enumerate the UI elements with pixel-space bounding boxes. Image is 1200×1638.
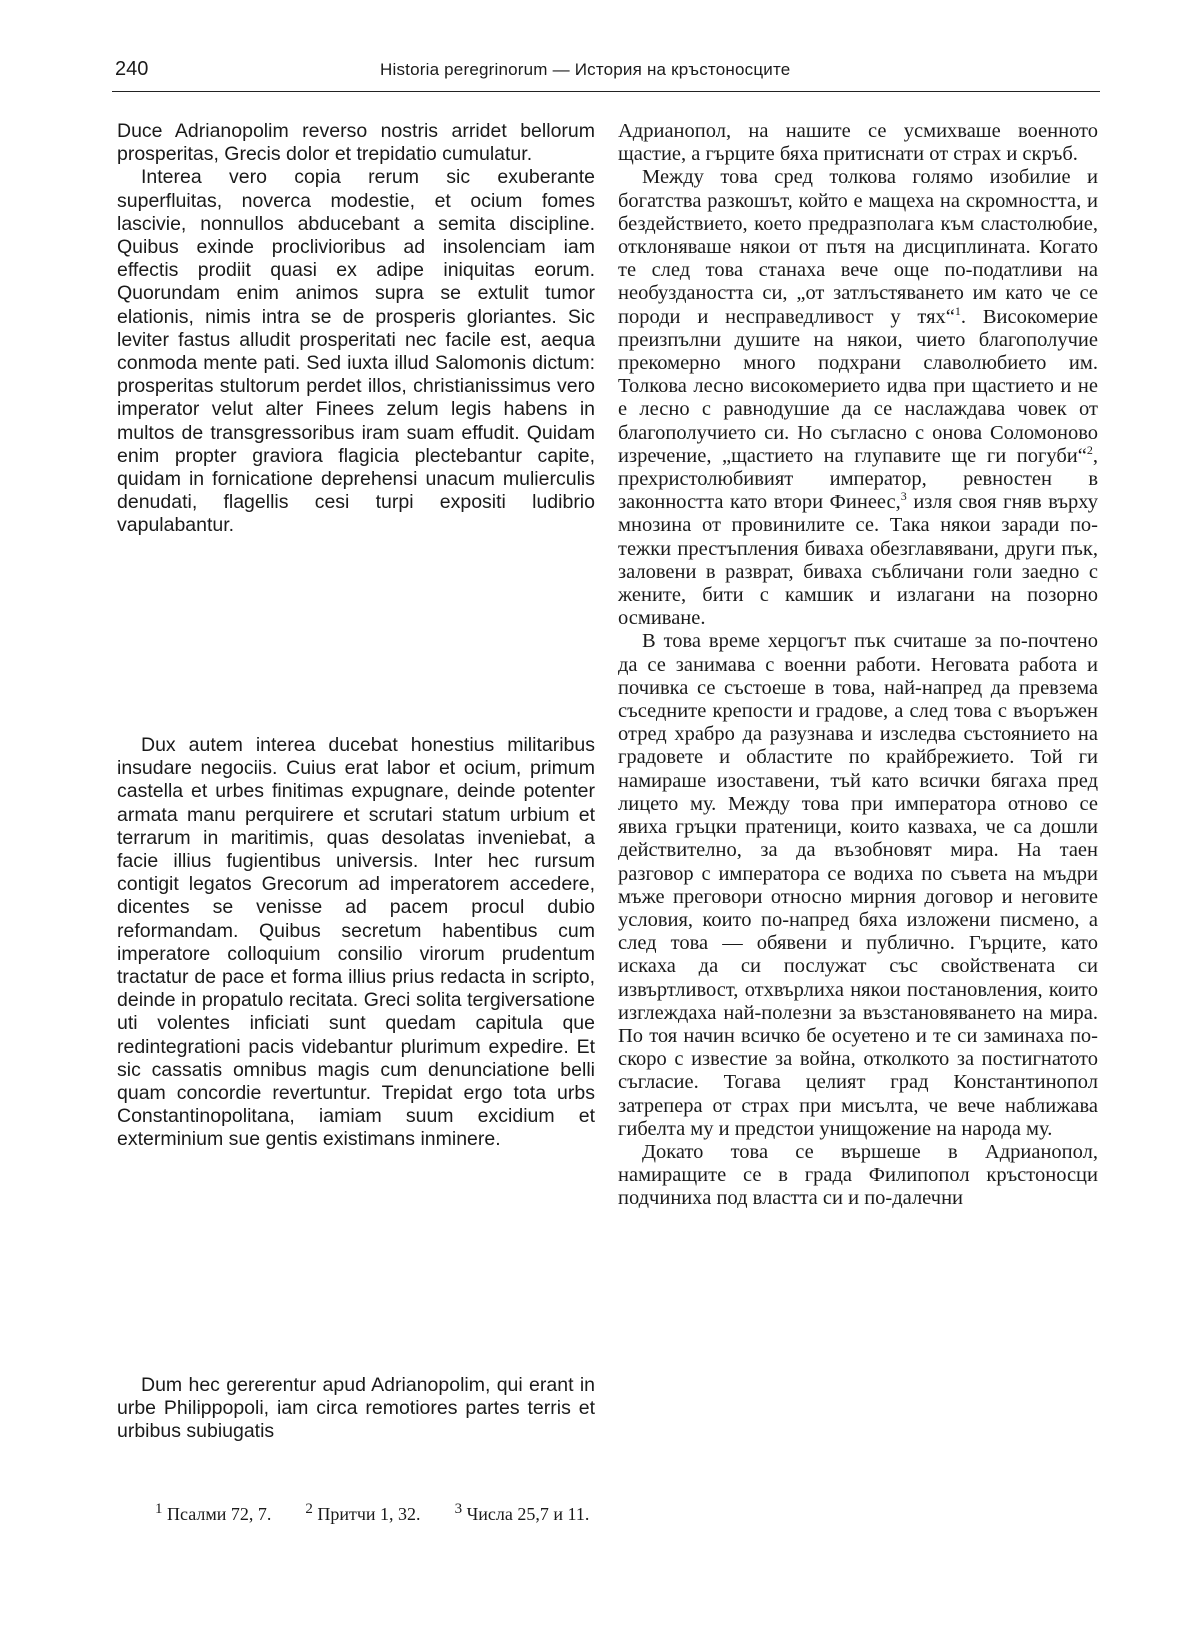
bulgarian-text: . Високомерие преизпълни душите на някои, чието благополучие прекомерно много подхрани славолюбието им. Толкова лесно високомерието идва при щастието и не е лесно с равнодушие да се наслаждава човек от благополучието си. Но съгласно с онова Соломоново изречение, „щастието на глупавите ще ги погуби“ xyxy=(618,305,1098,467)
bulgarian-paragraph: Докато това се вършеше в Адрианопол, намиращите се в града Филипопол кръстоносци подчиниха под властта си и по-далечни xyxy=(618,1140,1098,1210)
running-title: Historia peregrinorum — История на кръстоносците xyxy=(380,60,791,79)
bulgarian-text: Между това сред толкова голямо изобилие и богатства разкошът, който е мащеха на скромността, и бездействието, което предразполага към сластолюбие, отклоняваше някои от пътя на дисциплината. Когато те след това станаха вече още по-податливи на необуздаността си, „от затлъстяването им като че се породи и несправедливост у тях“ xyxy=(618,166,1098,328)
latin-paragraph: Dux autem interea ducebat honestius militaribus insudare negociis. Cuius erat labor et ocium, primum castella et urbes finitimas expugnare, deinde potenter armata manu perquirere et scrutari statum urbium et terrarum in maritimis, quas desolatas inveniebat, a facie illius fugientibus universis. Inter hec rursum contigit legatos Grecorum ad imperatorem accedere, dicentes se venisse ad pacem procul dubio reformandam. Quibus secretum habentibus cum imperatore colloquium consilio virorum prudentum tractatur de pace et forma illius prius redacta in scripto, deinde in propatulo recitata. Greci solita tergiversatione uti volentes inficiati sunt quedam capitula que redintegrationi pacis videbantur plurimum expedire. Et sic cassatis omnibus magis cum denunciatione belli quam concordie revertuntur. Trepidat ergo tota urbs Constantinopolitana, iamiam suum excidium et exterminium sue gentis existimans inminere. xyxy=(117,734,595,1151)
footnote-text: Числа 25,7 и 11. xyxy=(466,1504,590,1524)
footnote-ref-2: 2 xyxy=(1086,443,1093,458)
footnote-mark: 2 xyxy=(305,1501,313,1517)
footnote-text: Псалми 72, 7. xyxy=(167,1504,272,1524)
bulgarian-column xyxy=(618,120,1098,1211)
header-rule xyxy=(112,91,1100,92)
latin-block-1 xyxy=(117,120,595,538)
latin-block-3 xyxy=(117,1374,595,1444)
latin-paragraph: Duce Adrianopolim reverso nostris arridet bellorum prosperitas, Grecis dolor et trepidatio cumulatur. xyxy=(117,120,595,166)
latin-block-2 xyxy=(117,734,595,1152)
bulgarian-text: , прехристолюбивият император, ревностен в законността като втори Финеес, xyxy=(618,444,1098,514)
footnote-mark: 3 xyxy=(454,1501,463,1517)
bulgarian-text: изля своя гняв върху мнозина от провинилите се. Така някои заради по-тежки престъпления биваха обезглавявани, други пък, заловени в разврат, биваха събличани голи заедно с жените, бити с камшик и излагани на позорно осмиване. xyxy=(618,491,1098,630)
footnote-1 xyxy=(155,1501,272,1524)
footnote-ref-3: 3 xyxy=(900,489,907,504)
footnote-3 xyxy=(454,1501,590,1524)
footnote-ref-1: 1 xyxy=(954,303,961,318)
latin-paragraph: Dum hec gererentur apud Adrianopolim, qui erant in urbe Philippopoli, iam circa remotiores partes terris et urbibus subiugatis xyxy=(117,1374,595,1443)
footnote-mark: 1 xyxy=(155,1501,163,1517)
footnote-2 xyxy=(305,1501,421,1524)
bulgarian-paragraph: Адрианопол, на нашите се усмихваше военното щастие, а гърците бяха притиснати от страх и скръб. xyxy=(618,120,1098,166)
bulgarian-paragraph: В това време херцогът пък считаше за по-почтено да се занимава с военни работи. Неговата работа и почивка се състоеше в това, най-напред да превзема съседните крепости и градове, а след това с въоръжен отред храбро да разузнава и изследва състоянието на градовете и областите по крайбрежието. Той ги намираше изоставени, тъй като всички бягаха пред лицето му. Между това при императора отново се явиха гръцки пратеници, които казваха, че са дошли действително, за да възобновят мира. На таен разговор с императора се водиха по съвета на мъдри мъже преговори относно мирния договор и неговите условия, които по-напред бяха изложени писмено, а след това — обявени и публично. Гърците, като искаха да си послужат със свойствената си извъртливост, отхвърлиха някои постановления, които изглеждаха най-полезни за възстановяването на мира. По тоя начин всичко бе осуетено и те си заминаха по-скоро с известие за война, отколкото за постигнатото съгласие. Тогава целият град Константинопол затрепера от страх при мисълта, че вече наближава гибелта му и предстои унищожение на народа му. xyxy=(618,630,1098,1140)
latin-paragraph: Interea vero copia rerum sic exuberante superfluitas, noverca modestie, et ocium fomes lascivie, nonnullos abducebant a semita discipline. Quibus exinde proclivioribus ad insolenciam iam effectis prodiit quasi ex adipe iniquitas eorum. Quorundam enim animos supra se extulit tumor elationis, nimis intra se de prosperis gloriantes. Sic leviter fastus alludit prosperitati nec facile est, aequa conmoda mente pati. Sed iuxta illud Salomonis dictum: prosperitas stultorum perdet illos, christianissimus vero imperator velut alter Finees zelum legis habens in multos de transgressoribus iram suam effudit. Quidam enim propter graviora flagicia plectebantur capite, quidam in fornicatione deprehensi unacum mulierculis denudati, flagellis cesi turpi expositi ludibrio vapulabantur. xyxy=(117,166,595,537)
page-number: 240 xyxy=(115,58,149,80)
bulgarian-paragraph xyxy=(618,166,1098,630)
footnote-text: Притчи 1, 32. xyxy=(317,1504,421,1524)
footnotes xyxy=(155,1501,623,1525)
